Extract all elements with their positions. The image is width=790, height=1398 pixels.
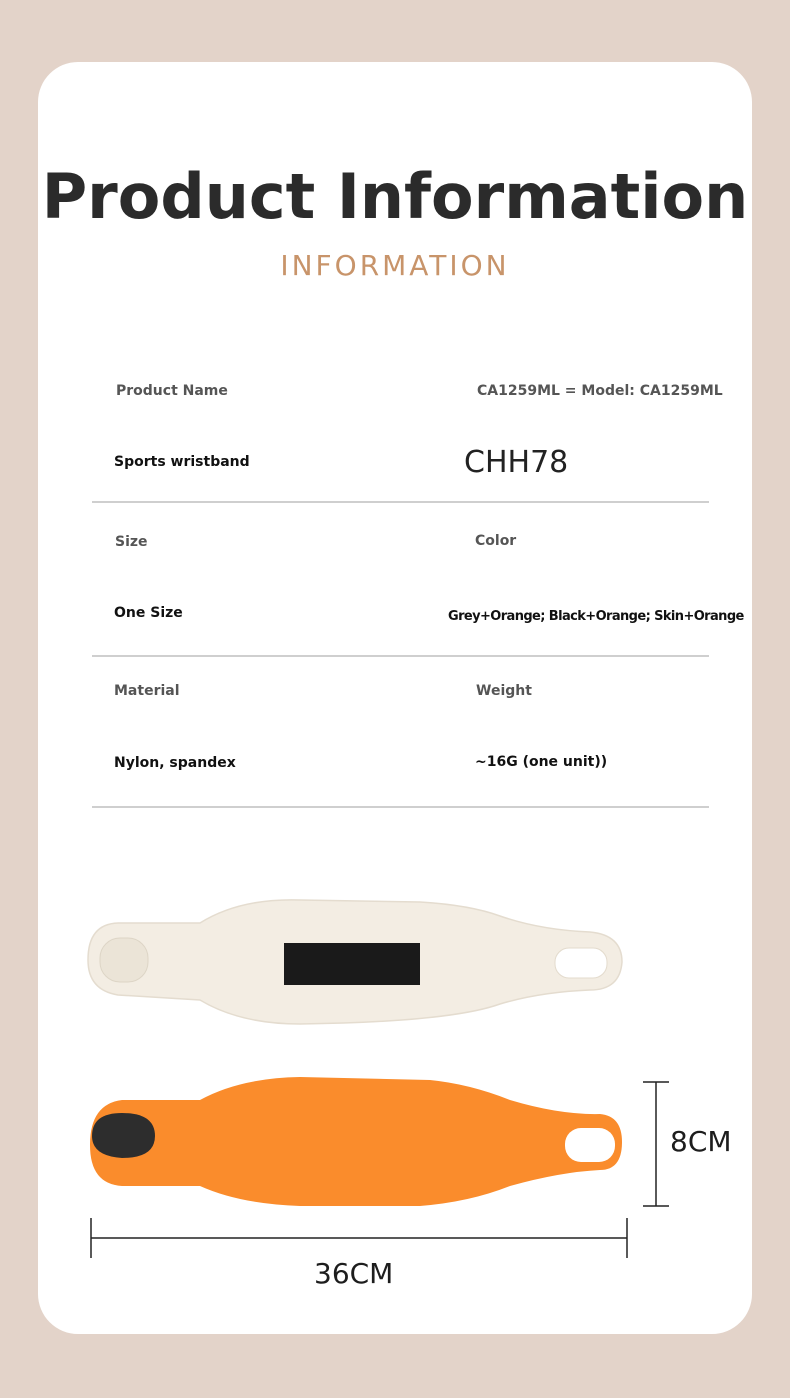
width-dimension bbox=[643, 1082, 669, 1206]
width-label: 8CM bbox=[670, 1125, 732, 1158]
weight-value: ~16G (one unit)) bbox=[475, 754, 608, 770]
size-label: Size bbox=[115, 534, 148, 550]
material-label: Material bbox=[114, 683, 180, 699]
model-label: CA1259ML = Model: CA1259ML bbox=[477, 383, 723, 399]
velcro-hook-patch bbox=[92, 1113, 155, 1158]
product-name-value: Sports wristband bbox=[114, 454, 250, 470]
velcro-patch bbox=[284, 943, 420, 985]
weight-label: Weight bbox=[476, 683, 532, 699]
page-subtitle: INFORMATION bbox=[280, 249, 510, 282]
product-name-label: Product Name bbox=[116, 383, 228, 399]
model-value: CHH78 bbox=[464, 445, 569, 480]
size-value: One Size bbox=[114, 605, 183, 621]
orange-wristband bbox=[90, 1077, 622, 1206]
page-title: Product Information bbox=[41, 160, 749, 233]
cream-wristband bbox=[88, 900, 622, 1024]
material-value: Nylon, spandex bbox=[114, 755, 236, 771]
length-dimension bbox=[91, 1218, 627, 1258]
length-label: 36CM bbox=[314, 1257, 394, 1290]
color-label: Color bbox=[475, 533, 517, 549]
color-value: Grey+Orange; Black+Orange; Skin+Orange bbox=[448, 609, 744, 624]
